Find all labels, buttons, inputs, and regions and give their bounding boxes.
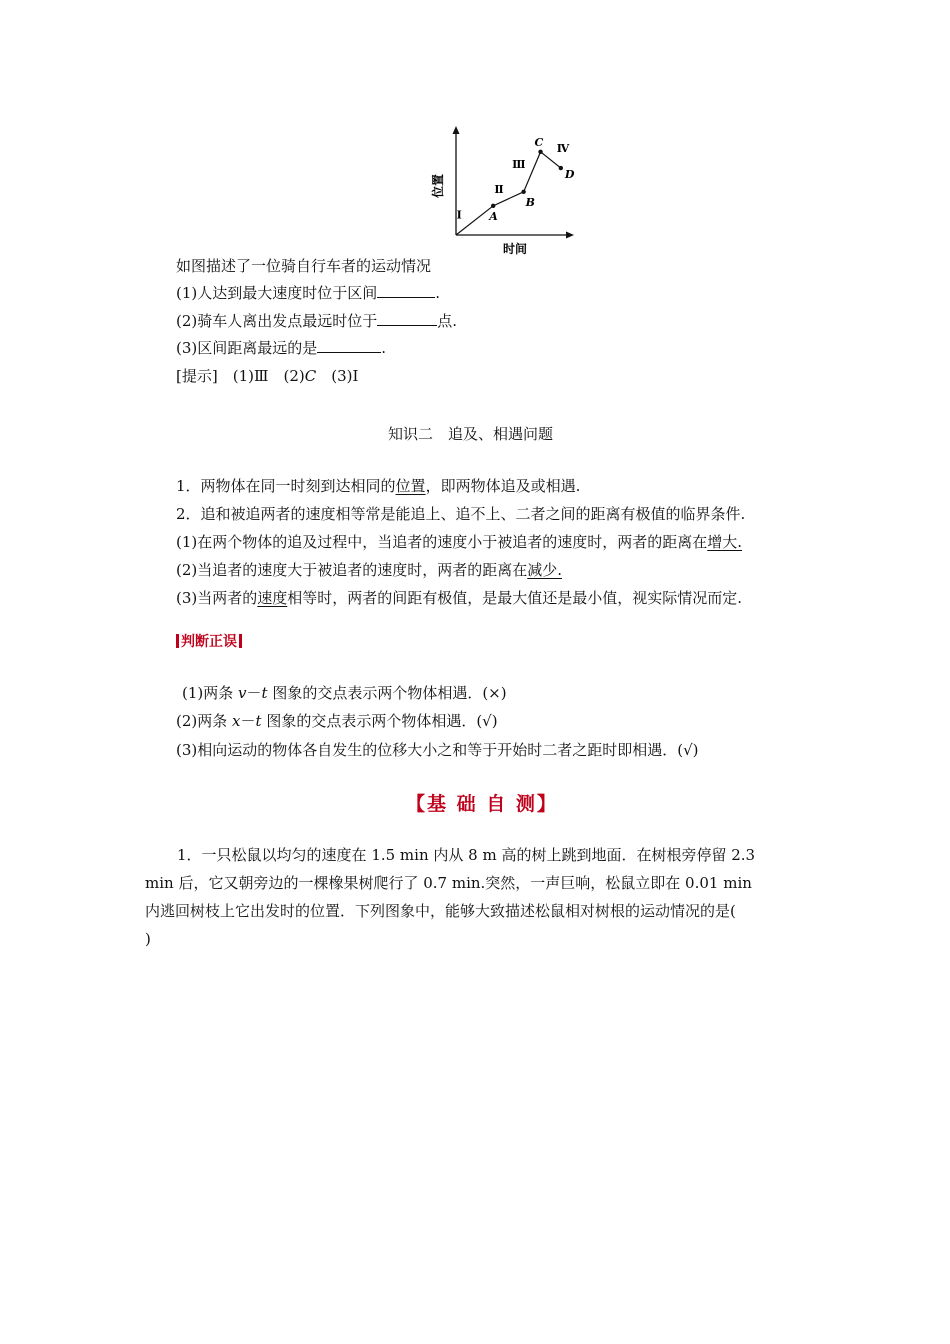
knowledge-point-5: (3)当两者的速度相等时，两者的间距有极值，是最大值还是最小值，视实际情况而定. xyxy=(176,589,743,607)
question-3: (3)区间距离最远的是 . xyxy=(176,339,387,357)
question-2: (2)骑车人离出发点最远时位于 点. xyxy=(176,312,458,330)
point-label-c: C xyxy=(534,135,544,149)
judge-item-3: (3)相向运动的物体各自发生的位移大小之和等于开始时二者之距时即相遇．(√) xyxy=(176,741,699,759)
knowledge-point-3: (1)在两个物体的追及过程中，当追者的速度小于被追者的速度时，两者的距离在增大. xyxy=(176,533,743,551)
self-test-banner: 【基 础 自 测】 xyxy=(406,793,558,815)
segment-label-4: Ⅳ xyxy=(556,141,570,155)
position-time-chart xyxy=(420,122,580,257)
question-1: (1)人达到最大速度时位于区间 . xyxy=(176,284,441,302)
answer-blank[interactable] xyxy=(377,311,437,326)
x-axis-label: 时间 xyxy=(502,242,528,256)
question-line: ) xyxy=(145,930,151,948)
judge-item-2: (2)两条 x－t 图象的交点表示两个物体相遇．(√) xyxy=(176,712,498,730)
segment-label-3: Ⅲ xyxy=(512,157,526,171)
point-a xyxy=(491,204,495,208)
section-title: 知识二 追及、相遇问题 xyxy=(388,425,554,443)
point-b xyxy=(521,190,525,194)
question-line: 内逃回树枝上它出发时的位置．下列图象中，能够大致描述松鼠相对树根的运动情况的是( xyxy=(145,902,736,920)
y-axis-arrow xyxy=(453,126,460,134)
point-d xyxy=(559,166,563,170)
question-line: min 后，它又朝旁边的一棵橡果树爬行了 0.7 min.突然，一声巨响，松鼠立即在 0.01 min xyxy=(145,874,752,892)
point-label-d: D xyxy=(564,168,575,182)
y-axis-label: 位置 xyxy=(431,173,445,199)
segment-label-1: Ⅰ xyxy=(456,208,462,222)
question-line: 1．一只松鼠以均匀的速度在 1.5 min 内从 8 m 高的树上跳到地面．在树根旁停留 2.3 xyxy=(177,846,756,864)
knowledge-point-2: 2．追和被追两者的速度相等常是能追上、追不上、二者之间的距离有极值的临界条件. xyxy=(176,505,746,523)
series-line xyxy=(456,152,561,235)
point-c xyxy=(538,150,542,154)
problem-intro: 如图描述了一位骑自行车者的运动情况 xyxy=(176,257,432,275)
knowledge-point-4: (2)当追者的速度大于被追者的速度时，两者的距离在减少. xyxy=(176,561,563,579)
judge-item-1: (1)两条 v－t 图象的交点表示两个物体相遇．(×) xyxy=(182,684,507,702)
answer-blank[interactable] xyxy=(317,338,381,353)
hint: [提示] (1)Ⅲ (2)C (3)Ⅰ xyxy=(176,367,359,385)
x-axis-arrow xyxy=(566,232,574,239)
badge-bar-left xyxy=(176,634,179,648)
point-label-a: A xyxy=(489,209,498,223)
point-label-b: B xyxy=(525,195,535,209)
knowledge-point-1: 1．两物体在同一时刻到达相同的位置，即两物体追及或相遇. xyxy=(176,477,581,495)
answer-blank[interactable] xyxy=(377,283,435,298)
segment-label-2: Ⅱ xyxy=(494,182,504,196)
self-test-question-1 xyxy=(145,841,825,953)
judge-badge: 判断正误 xyxy=(174,631,244,651)
badge-bar-right xyxy=(239,634,242,648)
